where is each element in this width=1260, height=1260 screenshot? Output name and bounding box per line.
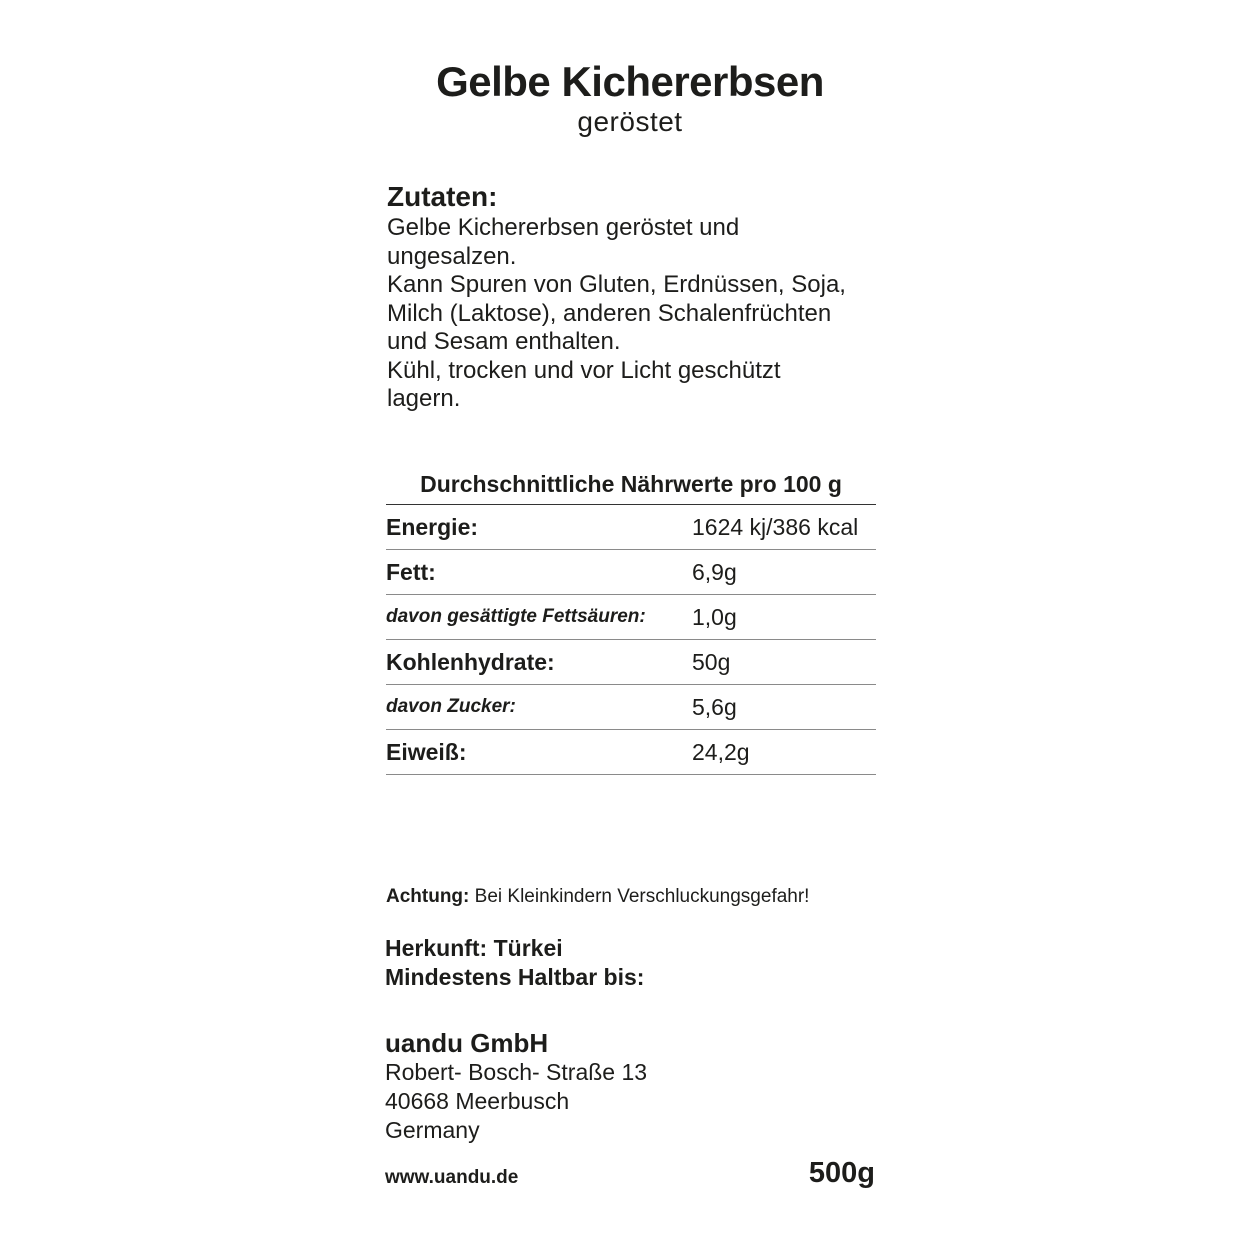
ingredients-heading: Zutaten:: [387, 181, 498, 212]
nutrition-label: Eiweiß:: [386, 739, 467, 765]
nutrition-value: 6,9g: [692, 559, 737, 585]
company-street: Robert- Bosch- Straße 13: [385, 1059, 648, 1085]
ingredients-line: ungesalzen.: [387, 242, 517, 270]
best-before-label: Mindestens Haltbar bis:: [385, 964, 645, 990]
nutrition-label: davon Zucker:: [386, 696, 516, 717]
origin-section: [385, 934, 644, 992]
ingredients-line: und Sesam enthalten.: [387, 328, 621, 355]
nutrition-row-saturated-fat: [386, 595, 876, 640]
website-link: www.uandu.de: [385, 1167, 519, 1188]
company-country: Germany: [385, 1117, 480, 1143]
nutrition-row-protein: [386, 730, 876, 775]
ingredients-line: Gelbe Kichererbsen geröstet und: [387, 214, 740, 241]
product-subtitle: geröstet: [577, 106, 683, 137]
nutrition-row-carbohydrates: [386, 640, 876, 685]
nutrition-value: 1,0g: [692, 604, 737, 630]
company-address: [385, 1028, 647, 1145]
nutrition-value: 5,6g: [692, 694, 737, 720]
warning-label: Achtung:: [386, 886, 470, 907]
ingredients-line: Kann Spuren von Gluten, Erdnüssen, Soja,: [387, 271, 846, 298]
product-title: Gelbe Kichererbsen: [436, 58, 824, 105]
origin-country: Herkunft: Türkei: [385, 935, 563, 961]
nutrition-label: Energie:: [386, 514, 479, 540]
net-weight: 500g: [808, 1157, 875, 1189]
ingredients-line: Milch (Laktose), anderen Schalenfrüchten: [387, 299, 832, 327]
ingredients-line: lagern.: [387, 385, 461, 412]
nutrition-row-energy: [386, 505, 876, 550]
nutrition-table: [386, 466, 876, 775]
nutrition-label: davon gesättigte Fettsäuren:: [386, 606, 646, 627]
nutrition-heading: Durchschnittliche Nährwerte pro 100 g: [386, 466, 876, 505]
ingredients-line: Kühl, trocken und vor Licht geschützt: [387, 356, 781, 384]
nutrition-label: Kohlenhydrate:: [386, 649, 555, 675]
company-city: 40668 Meerbusch: [385, 1088, 570, 1114]
choking-warning: [386, 886, 809, 908]
ingredients-section: [387, 180, 887, 414]
nutrition-label: Fett:: [386, 559, 436, 585]
nutrition-value: 50g: [692, 649, 731, 675]
nutrition-row-fat: [386, 550, 876, 595]
company-name: uandu GmbH: [385, 1028, 549, 1058]
warning-text: Bei Kleinkindern Verschluckungsgefahr!: [469, 886, 810, 907]
nutrition-value: 24,2g: [692, 739, 750, 765]
nutrition-row-sugar: [386, 685, 876, 730]
nutrition-value: 1624 kj/386 kcal: [692, 514, 859, 540]
